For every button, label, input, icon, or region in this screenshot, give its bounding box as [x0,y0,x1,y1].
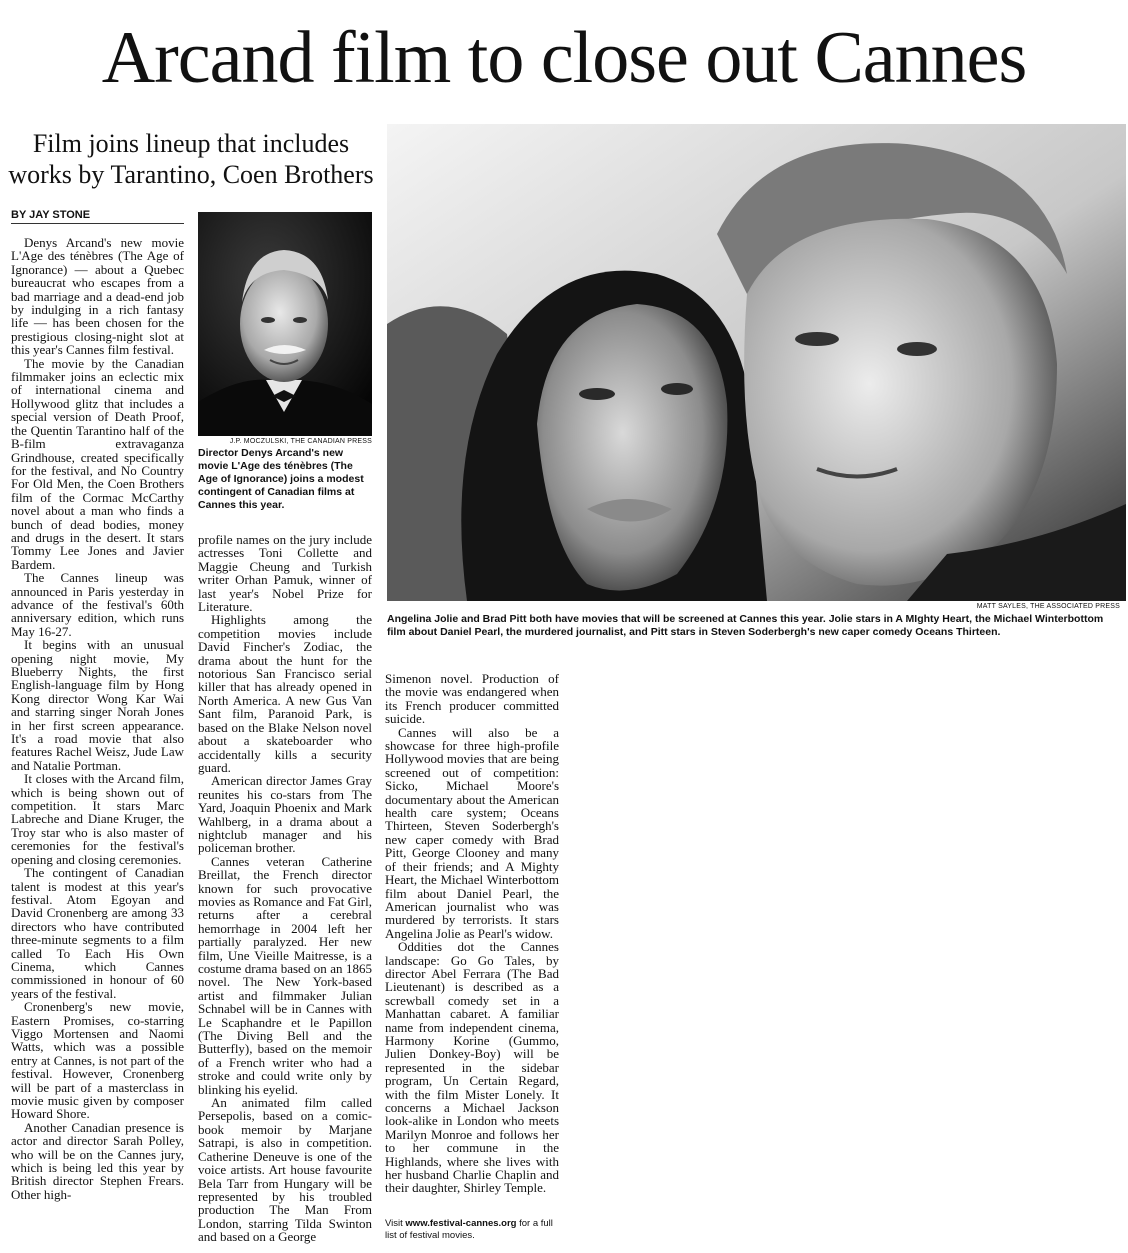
paragraph: Highlights among the competition movies include David Fincher's Zodiac, the drama about the hunt for the notorious San Francisco serial killer that has already opened in North America. A new Gus Van Sant film, Paranoid Park, is based on the Blake Nelson novel about a skateboarder who accidentally kills a security guard. [198,612,372,775]
visit-prefix: Visit [385,1218,406,1229]
deck: Film joins lineup that includes works by Tarantino, Coen Brothers [8,129,374,189]
article-column-2 [198,533,372,1250]
paragraph: Denys Arcand's new movie L'Age des ténèbres (The Age of Ignorance) — about a Quebec bureaucrat who escapes from a bad marriage and a dead-end job by indulging in a rich fantasy life — has been chosen for the prestigious closing-night slot at this year's Cannes film festival. [11,236,184,358]
article-column-3 [385,672,559,1212]
paragraph: Cronenberg's new movie, Eastern Promises, co-starring Viggo Mortensen and Naomi Watts, which was a possible entry at Cannes, is not part of the festival. However, Cronenberg will be part of a masterclass in movie music given by composer Howard Shore. [11,999,184,1122]
paragraph: It begins with an unusual opening night movie, My Blueberry Nights, the first English-language film by Hong Kong director Wong Kar Wai and starring singer Norah Jones in her first screen appearance. It's a road movie that also features Rachel Weisz, Jude Law and Natalie Portman. [11,637,184,773]
paragraph: Oddities dot the Cannes landscape: Go Go Tales, by director Abel Ferrara (The Bad Lieutenant) is described as a screwball comedy set in a Manhattan cabaret. A familiar name from independent cinema, Harmony Korine (Gummo, Julien Donkey-Boy) will be represented in the sidebar program, Un Certain Regard, with the film Mister Lonely. It concerns a Michael Jackson look-alike in London who meets Marilyn Monroe and follows her to her commune in the Highlands, where she lives with her husband Charlie Chaplin and their daughter, Shirley Temple. [385,939,559,1196]
paragraph: It closes with the Arcand film, which is being shown out of competition. It stars Marc Labreche and Diane Kruger, the Troy star who is also master of ceremonies for the festival's opening and closing ceremonies. [11,771,184,867]
main-photo-caption: Angelina Jolie and Brad Pitt both have movies that will be screened at Cannes this year. Jolie stars in A MIghty Heart, the Michael Winterbottom film about Daniel Pearl, the murdered journalist, and Pitt stars in Steven Soderbergh's new caper comedy Oceans Thirteen. [387,613,1104,638]
paragraph: Another Canadian presence is actor and director Sarah Polley, who will be on the Cannes jury, which is being led this year by British director Stephen Frears. Other high- [11,1119,184,1202]
main-photo [387,124,1126,601]
paragraph: The contingent of Canadian talent is modest at this year's festival. Atom Egoyan and David Cronenberg are among 33 directors who have contributed three-minute segments to a film called To Each His Own Cinema, which Cannes commissioned in honour of 60 years of the festival. [11,865,184,1001]
main-photo-credit: MATT SAYLES, THE ASSOCIATED PRESS [976,603,1120,610]
article-column-1 [11,236,184,1250]
paragraph: The movie by the Canadian filmmaker joins an eclectic mix of international cinema and Hollywood glitz that includes a special version of Death Proof, the Quentin Tarantino half of the B-film extravaganza Grindhouse, created specifically for the festival, and No Country For Old Men, the Coen Brothers film of the Cormac McCarthy novel about a man who finds a bunch of dead bodies, money and drugs in the desert. It stars Tommy Lee Jones and Javier Bardem. [11,355,184,572]
arcand-photo [198,212,372,436]
arcand-photo-caption: Director Denys Arcand's new movie L'Age des ténèbres (The Age of Ignorance) joins a modest contingent of Canadian films at Cannes this year. [198,447,364,511]
paragraph: American director James Gray reunites his co-stars from The Yard, Joaquin Phoenix and Mark Wahlberg, in a drama about a nightclub manager and his policeman brother. [198,773,372,856]
arcand-photo-credit: J.P. MOCZULSKI, THE CANADIAN PRESS [229,438,372,445]
paragraph: profile names on the jury include actresses Toni Collette and Maggie Cheung and Turkish writer Orhan Pamuk, winner of last year's Nobel Prize for Literature. [198,533,372,615]
paragraph: The Cannes lineup was announced in Paris yesterday in advance of the festival's 60th anniversary edition, which runs May 16-27. [11,570,184,639]
paragraph: Simenon novel. Production of the movie was endangered when its French producer committed suicide. [385,672,559,727]
festival-website-link[interactable]: www.festival-cannes.org [405,1218,517,1229]
visit-suffix: for a full list of festival movies. [385,1218,553,1241]
paragraph: Cannes will also be a showcase for three high-profile Hollywood movies that are being screened out of competition: Sicko, Michael Moore's documentary about the American health care system; Oceans Thirteen, Steven Soderbergh's new caper comedy with Brad Pitt, George Clooney and many of their friends; and A Mighty Heart, the Michael Winterbottom film about Daniel Pearl, the American journalist who was murdered by terrorists. It stars Angelina Jolie as Pearl's widow. [385,724,559,941]
visit-note [385,1218,559,1242]
headline: Arcand film to close out Cannes [101,17,1027,99]
paragraph: An animated film called Persepolis, based on a comic-book memoir by Marjane Satrapi, is also in competition. Catherine Deneuve is one of the voice artists. Art house favourite Bela Tarr from Hungary will be represented by his troubled production The Man From London, starring Tilda Swinton and based on a George [198,1095,372,1245]
byline: BY JAY STONE [11,209,184,224]
paragraph: Cannes veteran Catherine Breillat, the French director known for such provocative movies as Romance and Fat Girl, returns after a cerebral hemorrhage in 2004 left her partially paralyzed. Her new film, Une Vieille Maitresse, is a costume drama based on an 1865 novel. The New York-based artist and filmmaker Julian Schnabel will be in Cannes with Le Scaphandre et le Papillon (The Diving Bell and the Butterfly), based on the memoir of a French writer who had a stroke and could write only by blinking his eyelid. [198,853,372,1097]
